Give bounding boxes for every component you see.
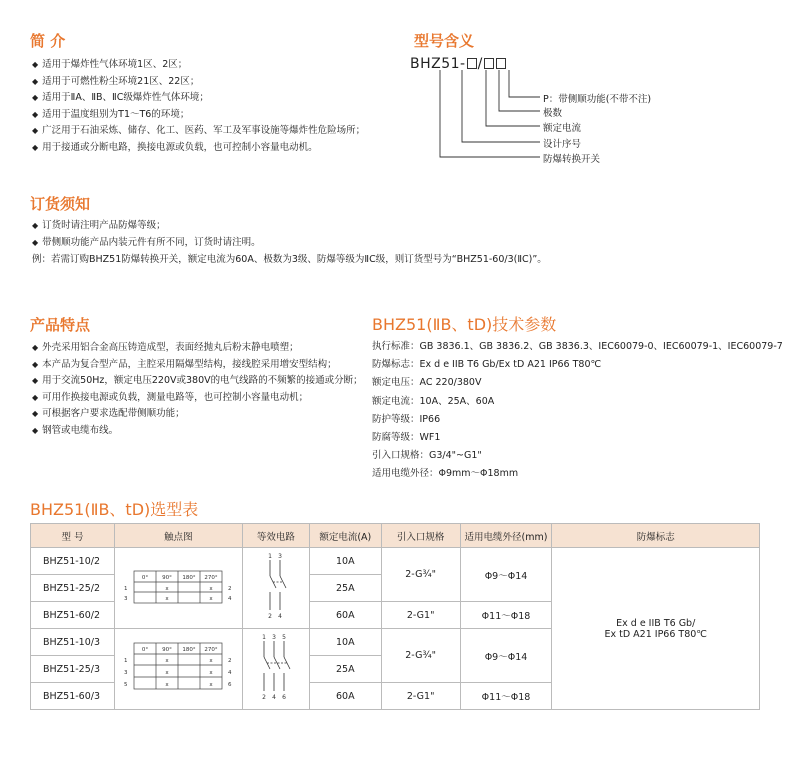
list-item: ◆ 可用作换接电源或负载，测量电路等，也可控制小容量电动机； xyxy=(32,390,363,407)
features-list xyxy=(32,340,363,439)
header-model: 型 号 xyxy=(31,524,115,548)
terminal-label: 1 xyxy=(124,585,128,592)
cell-current: 25A xyxy=(309,656,381,683)
cell-model: BHZ51-60/2 xyxy=(31,602,115,629)
cell-current: 60A xyxy=(309,683,381,710)
equiv-circuit-svg xyxy=(254,631,298,705)
contact-x: x xyxy=(209,595,214,602)
header-current: 额定电流(A) xyxy=(309,524,381,548)
terminal-label: 1 xyxy=(261,633,266,641)
table-header-row xyxy=(31,524,760,548)
angle-label: 270° xyxy=(204,646,219,653)
cell-current: 10A xyxy=(309,548,381,575)
cell-cable: Φ11～Φ18 xyxy=(460,683,552,710)
terminal-label: 3 xyxy=(277,552,282,560)
contact-x: x xyxy=(165,669,170,676)
contact-x: x xyxy=(165,657,170,664)
contact-x: x xyxy=(165,585,170,592)
cell-current: 25A xyxy=(309,575,381,602)
terminal-label: 6 xyxy=(228,681,232,688)
cell-model: BHZ51-25/2 xyxy=(31,575,115,602)
contact-x: x xyxy=(165,595,170,602)
contact-x: x xyxy=(209,585,214,592)
cell-model: BHZ51-10/2 xyxy=(31,548,115,575)
terminal-label: 4 xyxy=(228,595,232,602)
model-label-poles: 极数 xyxy=(543,108,563,119)
equiv-circuit-2pole xyxy=(242,548,309,629)
placeholder-box xyxy=(496,58,506,69)
terminal-label: 2 xyxy=(228,585,232,592)
terminal-label: 2 xyxy=(228,657,232,664)
terminal-label: 4 xyxy=(228,669,232,676)
contact-diagram-2pole xyxy=(114,548,242,629)
features-title: 产品特点 xyxy=(30,316,91,334)
equiv-circuit-svg xyxy=(256,550,296,624)
header-inlet: 引入口规格 xyxy=(381,524,460,548)
list-item: ◆ 适用于ⅡA、ⅡB、ⅡC级爆炸性气体环境； xyxy=(32,90,365,107)
cell-model: BHZ51-60/3 xyxy=(31,683,115,710)
angle-label: 0° xyxy=(142,646,149,653)
list-item: ◆ 适用于可燃性粉尘环境21区、22区； xyxy=(32,74,365,91)
intro-title: 简 介 xyxy=(30,32,66,50)
list-item: ◆ 订货时请注明产品防爆等级； xyxy=(32,218,261,235)
cell-cable: Φ9～Φ14 xyxy=(460,629,552,683)
order-list xyxy=(32,218,261,251)
cell-cable: Φ11～Φ18 xyxy=(460,602,552,629)
table-row xyxy=(31,548,760,575)
terminal-label: 3 xyxy=(124,669,128,676)
intro-list xyxy=(32,57,365,156)
equiv-circuit-3pole xyxy=(242,629,309,710)
contact-diagram-svg xyxy=(118,633,238,703)
list-item: ◆ 用于交流50Hz，额定电压220V或380V的电气线路的不频繁的接通或分断； xyxy=(32,373,363,390)
cell-current: 60A xyxy=(309,602,381,629)
list-item: ◆ 适用于爆炸性气体环境1区、2区； xyxy=(32,57,365,74)
terminal-label: 6 xyxy=(281,693,286,701)
ex-mark-line2: Ex tD A21 IP66 T80℃ xyxy=(604,628,707,640)
param-inlet: 引入口规格：G3/4"~G1" xyxy=(372,450,482,462)
order-example: 例：若需订购BHZ51防爆转换开关，额定电流为60A、极数为3级、防爆等级为ⅡC级，则订货型号为“BHZ51-60/3(ⅡC)”。 xyxy=(32,254,547,265)
model-meaning-title: 型号含义 xyxy=(414,32,475,50)
angle-label: 90° xyxy=(162,574,173,581)
terminal-label: 3 xyxy=(124,595,128,602)
contact-x: x xyxy=(209,669,214,676)
ex-mark-line1: Ex d e IIB T6 Gb/ xyxy=(616,617,696,629)
angle-label: 180° xyxy=(182,574,197,581)
terminal-label: 2 xyxy=(267,612,272,620)
list-item: ◆ 带侧顺功能产品内装元件有所不同，订货时请注明。 xyxy=(32,235,261,252)
terminal-label: 4 xyxy=(277,612,282,620)
terminal-label: 5 xyxy=(124,681,128,688)
param-cable: 适用电缆外径：Φ9mm～Φ18mm xyxy=(372,468,519,480)
angle-label: 180° xyxy=(182,646,197,653)
terminal-label: 4 xyxy=(271,693,276,701)
contact-diagram-svg xyxy=(118,557,238,617)
angle-label: 0° xyxy=(142,574,149,581)
selection-title: BHZ51(ⅡB、tD)选型表 xyxy=(30,500,199,519)
placeholder-box xyxy=(467,58,477,69)
contact-x: x xyxy=(209,657,214,664)
contact-diagram-3pole xyxy=(114,629,242,710)
list-item: ◆ 广泛用于石油采炼、储存、化工、医药、军工及军事设施等爆炸性危险场所； xyxy=(32,123,365,140)
terminal-label: 1 xyxy=(124,657,128,664)
cell-model: BHZ51-25/3 xyxy=(31,656,115,683)
list-item: ◆ 本产品为复合型产品，主腔采用隔爆型结构，接线腔采用增安型结构； xyxy=(32,357,363,374)
model-label-design: 设计序号 xyxy=(543,139,582,150)
param-ex-mark: 防爆标志：Ex d e IIB T6 Gb/Ex tD A21 IP66 T80℃ xyxy=(372,359,602,371)
param-voltage: 额定电压：AC 220/380V xyxy=(372,377,482,389)
cell-inlet: 2-G¾" xyxy=(381,629,460,683)
cell-model: BHZ51-10/3 xyxy=(31,629,115,656)
angle-label: 270° xyxy=(204,574,219,581)
model-label-product: 防爆转换开关 xyxy=(543,154,601,165)
cell-inlet: 2-G¾" xyxy=(381,548,460,602)
model-label-p: P：带侧顺功能(不带不注) xyxy=(543,94,652,105)
contact-x: x xyxy=(209,681,214,688)
contact-x: x xyxy=(165,681,170,688)
cell-current: 10A xyxy=(309,629,381,656)
header-circuit: 等效电路 xyxy=(242,524,309,548)
terminal-label: 5 xyxy=(281,633,286,641)
cell-inlet: 2-G1" xyxy=(381,683,460,710)
model-code-sep: / xyxy=(477,56,483,72)
model-code-prefix: BHZ51- xyxy=(410,56,466,72)
tech-params xyxy=(372,338,783,484)
placeholder-box xyxy=(484,58,494,69)
cell-cable: Φ9～Φ14 xyxy=(460,548,552,602)
cell-ex-mark xyxy=(552,548,760,710)
param-standard: 执行标准：GB 3836.1、GB 3836.2、GB 3836.3、IEC60079-0、IEC60079-1、IEC60079-7 xyxy=(372,341,783,352)
list-item: ◆ 可根据客户要求选配带侧顺功能； xyxy=(32,406,363,423)
header-cable: 适用电缆外径(mm) xyxy=(460,524,552,548)
list-item: ◆ 钢管或电缆布线。 xyxy=(32,423,363,440)
model-label-current: 额定电流 xyxy=(543,123,582,134)
model-bracket-lines xyxy=(430,70,540,165)
cell-inlet: 2-G1" xyxy=(381,602,460,629)
selection-table xyxy=(30,523,760,710)
order-title: 订货须知 xyxy=(30,195,91,213)
header-contact: 触点图 xyxy=(114,524,242,548)
terminal-label: 2 xyxy=(261,693,266,701)
tech-title: BHZ51(ⅡB、tD)技术参数 xyxy=(372,315,557,334)
param-current: 额定电流：10A、25A、60A xyxy=(372,395,495,407)
list-item: ◆ 用于接通或分断电路，换接电源或负载，也可控制小容量电动机。 xyxy=(32,140,365,157)
param-protection: 防护等级：IP66 xyxy=(372,413,441,425)
terminal-label: 3 xyxy=(271,633,276,641)
list-item: ◆ 外壳采用铝合金高压铸造成型，表面经抛丸后粉末静电喷塑； xyxy=(32,340,363,357)
angle-label: 90° xyxy=(162,646,173,653)
list-item: ◆ 适用于温度组别为T1～T6的环境； xyxy=(32,107,365,124)
terminal-label: 1 xyxy=(267,552,272,560)
header-ex: 防爆标志 xyxy=(552,524,760,548)
param-corrosion: 防腐等级：WF1 xyxy=(372,432,441,444)
